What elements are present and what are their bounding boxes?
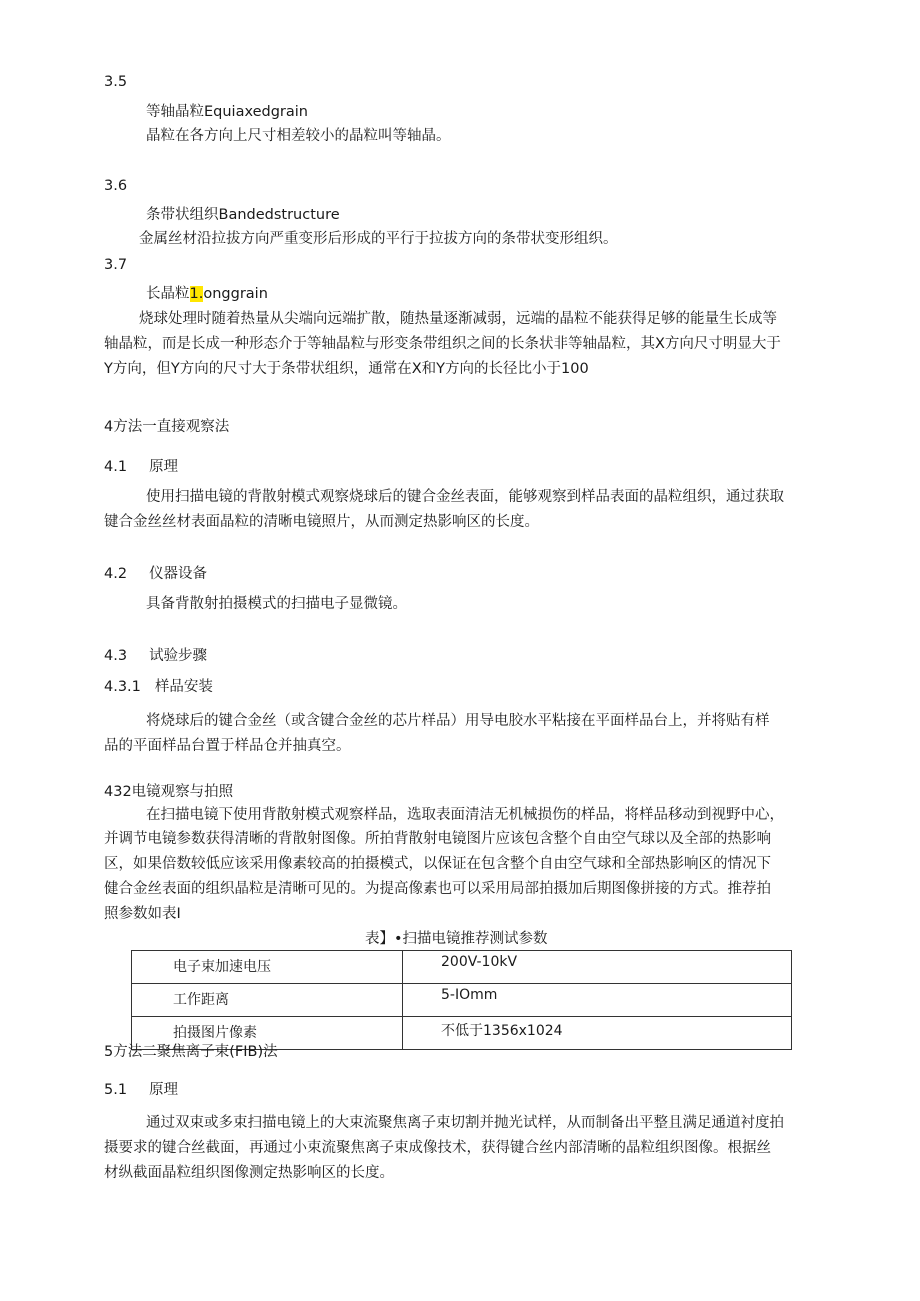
section-number: 3.5: [104, 74, 128, 90]
paragraph-line: 材纵截面晶粒组织图像测定热影响区的长度。: [104, 1165, 394, 1181]
paragraph-line: 健合金丝表面的组织晶粒是清晰可见的。为提高像素也可以采用局部拍摄加后期图像拼接的方式。推荐拍: [104, 881, 771, 897]
table-row: [132, 951, 792, 984]
term-cn: 等轴晶粒: [146, 104, 204, 120]
section-number: 4.1: [104, 459, 128, 475]
section-number: 4.3.1: [104, 679, 141, 695]
term-definition: 晶粒在各方向上尺寸相差较小的晶粒叫等轴晶。: [146, 128, 451, 144]
paragraph-line: 烧球处理时随着热量从尖端向远端扩散，随热量逐渐减弱，远端的晶粒不能获得足够的能量生长成等: [139, 311, 777, 327]
table-cell-key: 拍摄图片像素: [132, 1017, 403, 1050]
table-cell-key: 工作距离: [132, 984, 403, 1017]
paragraph-line: 将烧球后的键合金丝（或含键合金丝的芯片样品）用导电胶水平粘接在平面样品台上，并将贴有样: [146, 713, 770, 729]
section-heading: [104, 458, 178, 476]
term-en: Bandedstructure: [218, 207, 340, 223]
section-title: 原理: [149, 1082, 179, 1098]
paragraph-line: 使用扫描电镜的背散射模式观察烧球后的键合金丝表面，能够观察到样品表面的晶粒组织，通过获取: [146, 489, 784, 505]
table-cell-value: 200V-10kV: [403, 951, 792, 984]
paragraph-line: 具备背散射拍摄模式的扫描电子显微镜。: [146, 596, 407, 612]
paragraph-line: 通过双束或多束扫描电镜上的大束流聚焦离子束切割并抛光试样，从而制备出平整且满足通道衬度拍: [146, 1115, 784, 1131]
section-number: 5.1: [104, 1082, 128, 1098]
section-heading: [104, 647, 207, 665]
section-heading: [104, 565, 207, 583]
section-title: 试验步骤: [149, 648, 208, 664]
term-en: onggrain: [203, 286, 268, 302]
paragraph-line: 轴晶粒，而是长成一种形态介于等轴晶粒与形变条带组织之间的长条状非等轴晶粒，其X方向尺寸明显大于: [104, 336, 781, 352]
section-title: 样品安装: [154, 679, 213, 695]
term-heading: [146, 285, 268, 303]
term-heading: [146, 206, 340, 224]
paragraph-line: 并调节电镜参数获得清晰的背散射图像。所拍背散射电镜图片应该包含整个自由空气球以及全部的热影响: [104, 831, 771, 847]
term-en: Equiaxedgrain: [204, 104, 308, 120]
chapter-heading: 4方法一直接观察法: [104, 419, 230, 435]
parameter-table: [131, 950, 792, 1050]
paragraph-line: 在扫描电镜下使用背散射模式观察样品，选取表面清洁无机械损伤的样品，将样品移动到视野中心，: [146, 807, 784, 823]
subsection-heading: [104, 678, 213, 696]
paragraph-line: 品的平面样品台置于样品仓并抽真空。: [104, 738, 351, 754]
term-cn: 条带状组织: [146, 207, 219, 223]
section-number: 4.3: [104, 648, 128, 664]
table-cell-value: 5-IOmm: [403, 984, 792, 1017]
section-heading: [104, 1081, 178, 1099]
paragraph-line: 区，如果倍数较低应该采用像素较高的拍摄模式，以保证在包含整个自由空气球和全部热影响区的情况下: [104, 856, 771, 872]
subsection-heading: 432电镜观察与拍照: [104, 784, 234, 800]
table-caption: 表】•扫描电镜推荐测试参数: [365, 931, 548, 947]
section-title: 仪器设备: [149, 566, 208, 582]
table-row: [132, 984, 792, 1017]
paragraph-line: Y方向，但Y方向的尺寸大于条带状组织，通常在X和Y方向的长径比小于100: [104, 361, 589, 377]
term-heading: [146, 103, 308, 121]
section-number: 4.2: [104, 566, 128, 582]
paragraph-line: 摄要求的键合丝截面，再通过小束流聚焦离子束成像技术，获得键合丝内部清晰的晶粒组织图像。根据丝: [104, 1140, 771, 1156]
term-definition: 金属丝材沿拉拔方向严重变形后形成的平行于拉拔方向的条带状变形组织。: [139, 231, 618, 247]
section-number: 3.6: [104, 178, 128, 194]
table-cell-value: 不低于1356x1024: [403, 1017, 792, 1050]
chapter-heading: 5方法二聚焦离子束(FIB)法: [104, 1044, 278, 1060]
section-title: 原理: [149, 459, 179, 475]
paragraph-line: 照参数如表I: [104, 906, 181, 922]
term-cn: 长晶粒: [146, 286, 190, 302]
highlighted-text: 1.: [189, 286, 204, 302]
paragraph-line: 键合金丝丝材表面晶粒的清晰电镜照片，从而测定热影响区的长度。: [104, 514, 539, 530]
table-cell-key: 电子束加速电压: [132, 951, 403, 984]
section-number: 3.7: [104, 257, 128, 273]
